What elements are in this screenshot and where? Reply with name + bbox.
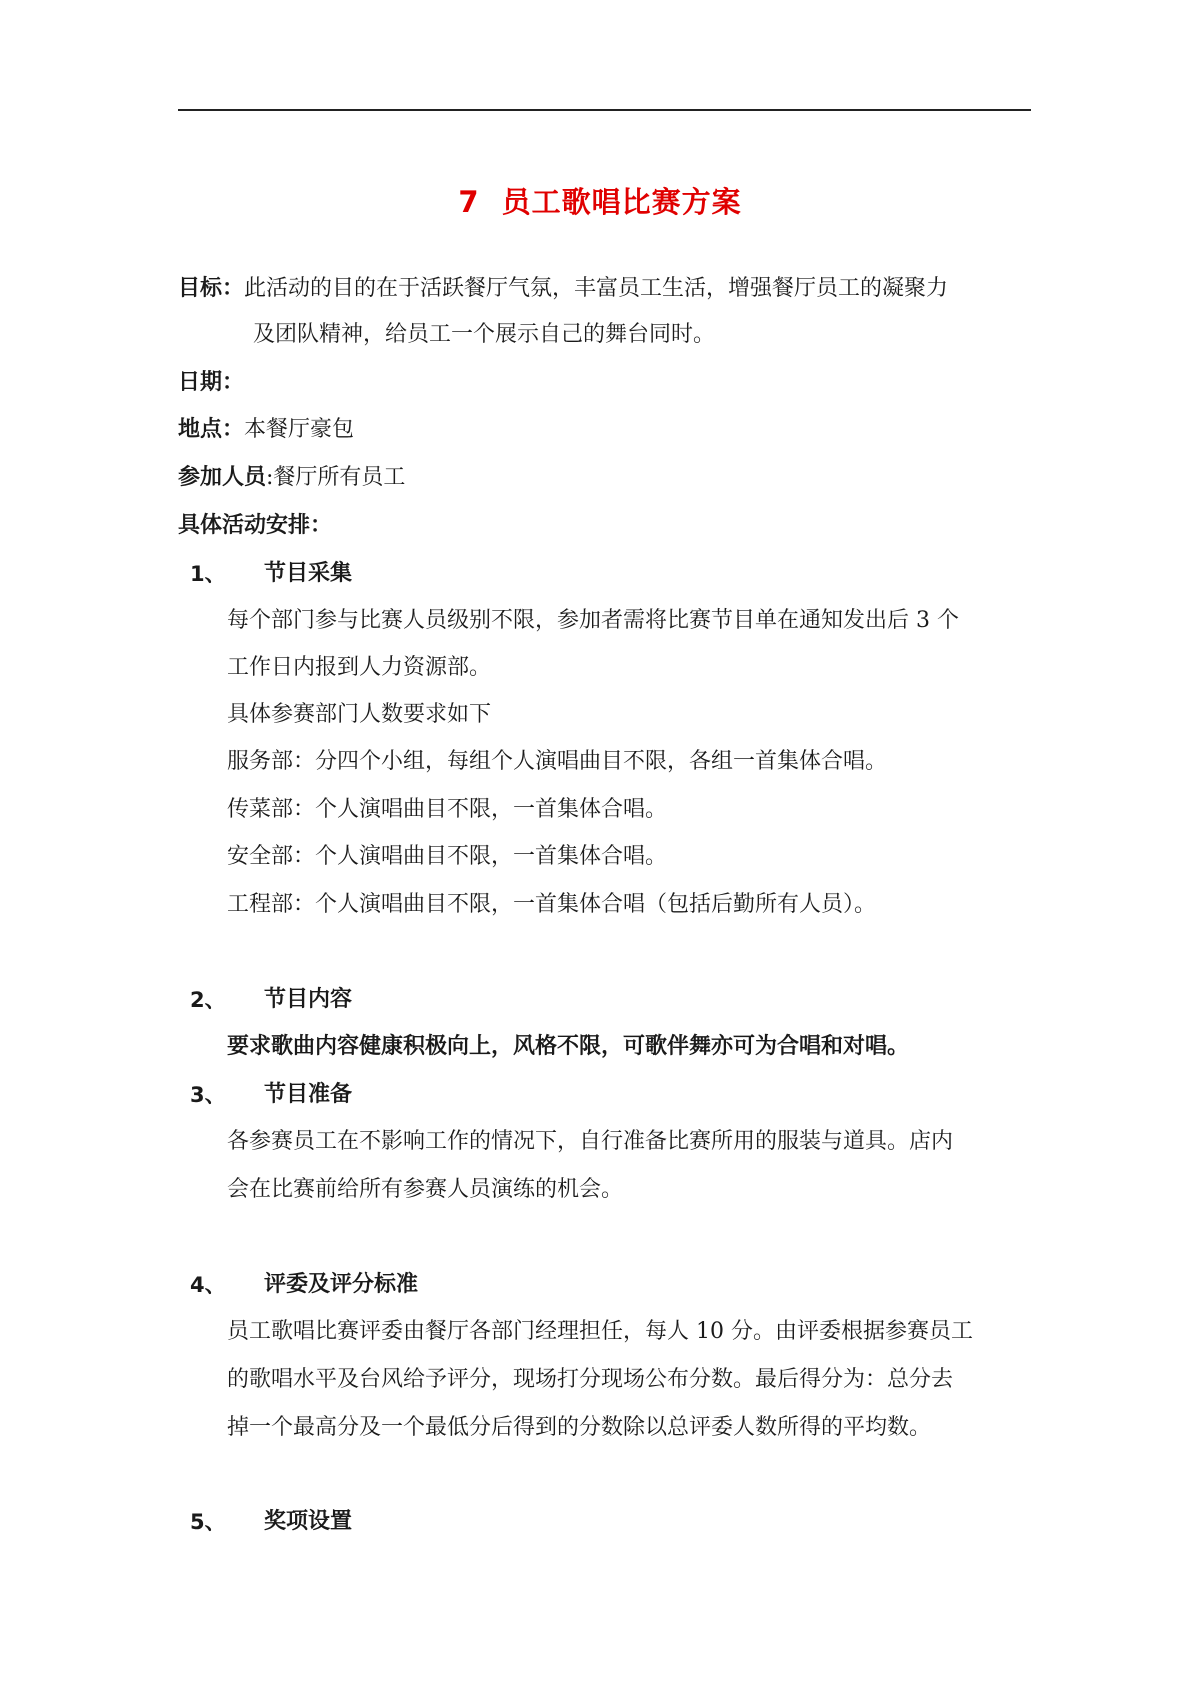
section-title: 节目采集: [264, 561, 353, 586]
section-line: 各参赛员工在不影响工作的情况下，自行准备比赛所用的服装与道具。店内: [227, 1129, 954, 1154]
section-number: 2、: [190, 988, 226, 1012]
section-number: 4、: [190, 1273, 226, 1297]
section-title: 节目内容: [264, 987, 353, 1012]
section-line: 每个部门参与比赛人员级别不限，参加者需将比赛节目单在通知发出后 3 个: [227, 608, 959, 633]
goal-label: 目标：: [178, 276, 245, 301]
section-line: 员工歌唱比赛评委由餐厅各部门经理担任，每人 10 分。由评委根据参赛员工: [227, 1319, 973, 1344]
participants-line: [178, 463, 405, 493]
arrangement-label: 具体活动安排：: [178, 513, 333, 538]
section-line: 要求歌曲内容健康积极向上，风格不限，可歌伴舞亦可为合唱和对唱。: [227, 1034, 910, 1059]
section-line: 具体参赛部门人数要求如下: [227, 702, 492, 727]
goal-line-1: [178, 274, 948, 304]
section-title: 节目准备: [264, 1082, 353, 1107]
section-number: 1、: [190, 562, 226, 586]
goal-text-2: 及团队精神，给员工一个展示自己的舞台同时。: [253, 322, 716, 347]
section-line: 的歌唱水平及台风给予评分，现场打分现场公布分数。最后得分为：总分去: [227, 1367, 954, 1392]
document-title: 7 员工歌唱比赛方案: [458, 185, 742, 219]
goal-text-1: 此活动的目的在于活跃餐厅气氛，丰富员工生活，增强餐厅员工的凝聚力: [244, 276, 949, 301]
section-line: 会在比赛前给所有参赛人员演练的机会。: [227, 1177, 624, 1202]
section-line: 掉一个最高分及一个最低分后得到的分数除以总评委人数所得的平均数。: [227, 1415, 932, 1440]
location-value: 本餐厅豪包: [244, 417, 355, 442]
section-line: 传菜部：个人演唱曲目不限，一首集体合唱。: [227, 797, 668, 822]
participants-label: 参加人员: [178, 465, 267, 490]
section-number: 3、: [190, 1083, 226, 1107]
location-line: [178, 415, 354, 445]
section-number: 5、: [190, 1510, 226, 1534]
header-rule: [178, 109, 1031, 111]
section-line: 服务部：分四个小组，每组个人演唱曲目不限，各组一首集体合唱。: [227, 749, 888, 774]
section-line: 工程部：个人演唱曲目不限，一首集体合唱（包括后勤所有人员）。: [227, 892, 877, 917]
section-line: 安全部：个人演唱曲目不限，一首集体合唱。: [227, 844, 668, 869]
location-label: 地点：: [178, 417, 245, 442]
participants-value: :餐厅所有员工: [266, 465, 406, 490]
section-title: 奖项设置: [264, 1509, 353, 1534]
section-line: 工作日内报到人力资源部。: [227, 655, 492, 680]
section-title: 评委及评分标准: [264, 1272, 419, 1297]
date-label: 日期：: [178, 370, 245, 395]
